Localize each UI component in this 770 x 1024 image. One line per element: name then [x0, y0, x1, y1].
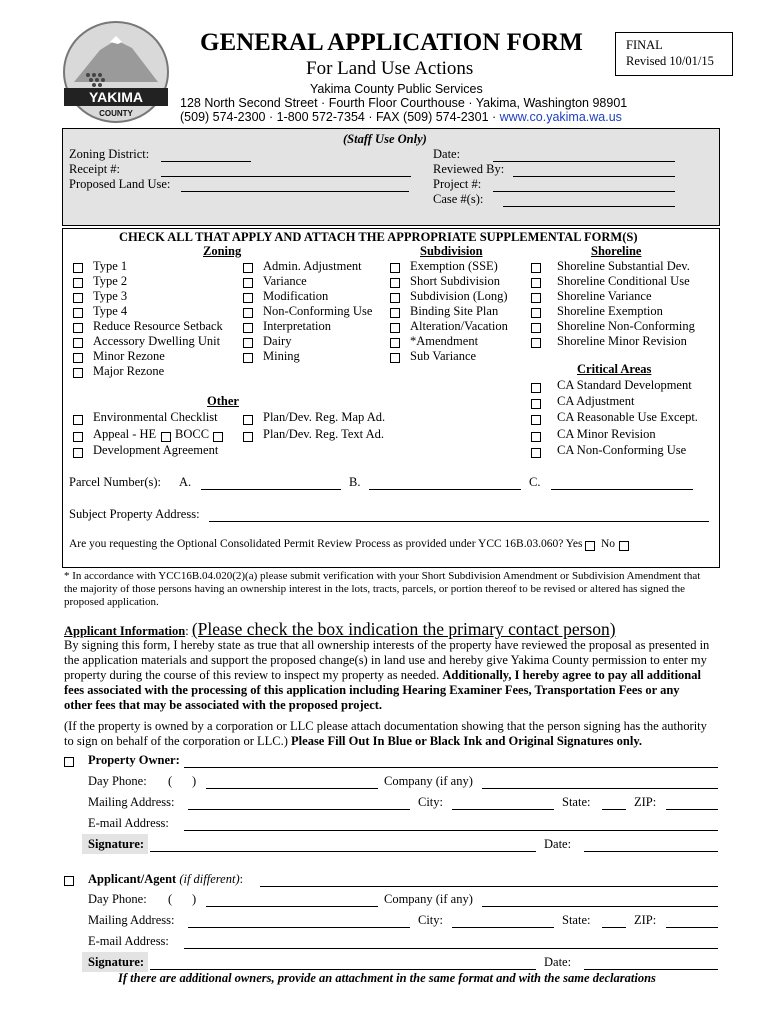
plan-text-ad-checkbox[interactable]	[243, 432, 253, 442]
dairy-checkbox[interactable]	[243, 338, 253, 348]
variance-checkbox[interactable]	[243, 278, 253, 288]
shoreline-variance-checkbox[interactable]	[531, 293, 541, 303]
shoreline-substantial-label: Shoreline Substantial Dev.	[557, 259, 690, 273]
owner-date-field[interactable]	[584, 851, 718, 852]
admin-adjustment-label: Admin. Adjustment	[263, 259, 362, 273]
revision-box	[615, 32, 733, 76]
proposed-use-label: Proposed Land Use:	[69, 177, 171, 191]
type-1-checkbox[interactable]	[73, 263, 83, 273]
zoning-district-label: Zoning District:	[69, 147, 150, 161]
receipt-label: Receipt #:	[69, 162, 121, 176]
alteration-vacation-label: Alteration/Vacation	[410, 319, 508, 333]
owner-city-label: City:	[418, 795, 444, 809]
revision-date: Revised 10/01/15	[626, 54, 714, 68]
owner-company-label: Company (if any)	[384, 774, 473, 788]
agent-signature-label: Signature:	[88, 955, 145, 969]
agent-mailing-label: Mailing Address:	[88, 913, 175, 927]
variance-label: Variance	[263, 274, 307, 288]
shoreline-exemption-checkbox[interactable]	[531, 308, 541, 318]
agent-day-phone-label: Day Phone:	[88, 892, 147, 906]
agent-company-field[interactable]	[482, 906, 718, 907]
interpretation-checkbox[interactable]	[243, 323, 253, 333]
type-4-checkbox[interactable]	[73, 308, 83, 318]
ca-adjustment-label: CA Adjustment	[557, 394, 635, 408]
case-label: Case #(s):	[433, 192, 484, 206]
agent-city-field[interactable]	[452, 927, 554, 928]
ownership-statement	[64, 638, 710, 713]
other-heading: Other	[207, 394, 239, 408]
short-subdivision-checkbox[interactable]	[390, 278, 400, 288]
applicant-agent-checkbox[interactable]	[64, 876, 74, 886]
logo-top-text: YAKIMA	[89, 89, 143, 105]
shoreline-non-conforming-checkbox[interactable]	[531, 323, 541, 333]
applicant-agent-heading	[88, 872, 243, 887]
owner-mailing-field[interactable]	[188, 809, 410, 810]
logo-bottom-text: COUNTY	[99, 109, 133, 118]
environmental-checklist-checkbox[interactable]	[73, 415, 83, 425]
shoreline-non-conforming-label: Shoreline Non-Conforming	[557, 319, 695, 333]
type-2-checkbox[interactable]	[73, 278, 83, 288]
check-all-heading: CHECK ALL THAT APPLY AND ATTACH THE APPROPRIATE SUPPLEMENTAL FORM(S)	[119, 230, 638, 244]
project-field[interactable]	[493, 191, 675, 192]
critical-areas-heading: Critical Areas	[577, 362, 652, 376]
staff-use-title: (Staff Use Only)	[343, 132, 427, 146]
additional-owners-note: If there are additional owners, provide an attachment in the same format and with the same declarations	[118, 971, 656, 985]
shoreline-minor-revision-label: Shoreline Minor Revision	[557, 334, 687, 348]
optional-process-question	[69, 538, 583, 550]
dairy-label: Dairy	[263, 334, 292, 348]
major-rezone-label: Major Rezone	[93, 364, 165, 378]
agent-mailing-field[interactable]	[188, 927, 410, 928]
shoreline-conditional-checkbox[interactable]	[531, 278, 541, 288]
long-subdivision-label: Subdivision (Long)	[410, 289, 508, 303]
parcel-numbers-label: Parcel Number(s):	[69, 475, 161, 489]
owner-city-field[interactable]	[452, 809, 554, 810]
shoreline-substantial-checkbox[interactable]	[531, 263, 541, 273]
parcel-a-field[interactable]	[201, 489, 341, 490]
modification-checkbox[interactable]	[243, 293, 253, 303]
phone-numbers: (509) 574-2300 · 1-800 572-7354 · FAX (509) 574-2301 ·	[180, 110, 500, 124]
minor-rezone-checkbox[interactable]	[73, 353, 83, 363]
no-label: No	[601, 538, 616, 550]
non-conforming-use-checkbox[interactable]	[243, 308, 253, 318]
amendment-checkbox[interactable]	[390, 338, 400, 348]
interpretation-label: Interpretation	[263, 319, 332, 333]
exemption-sse-checkbox[interactable]	[390, 263, 400, 273]
admin-adjustment-checkbox[interactable]	[243, 263, 253, 273]
staff-date-label: Date:	[433, 147, 461, 161]
agent-state-label: State:	[562, 913, 591, 927]
sub-variance-label: Sub Variance	[410, 349, 477, 363]
applicant-info-colon: :	[185, 624, 189, 638]
parcel-c-field[interactable]	[551, 489, 693, 490]
modification-label: Modification	[263, 289, 329, 303]
subject-address-field[interactable]	[209, 521, 709, 522]
ca-minor-revision-checkbox[interactable]	[531, 432, 541, 442]
corporation-statement-text: (If the property is owned by a corporation or LLC please attach documentation showing that the person signing has the authority to sign on behalf of the corporation or LLC.)	[64, 719, 707, 748]
agent-date-label: Date:	[544, 955, 572, 969]
agent-zip-label: ZIP:	[634, 913, 657, 927]
bocc-extra-checkbox[interactable]	[213, 432, 223, 442]
zoning-district-field[interactable]	[161, 161, 251, 162]
short-subdivision-label: Short Subdivision	[410, 274, 500, 288]
owner-date-label: Date:	[544, 837, 572, 851]
parcel-a-label: A.	[179, 475, 192, 489]
zoning-heading: Zoning	[203, 244, 242, 258]
sub-variance-checkbox[interactable]	[390, 353, 400, 363]
owner-zip-label: ZIP:	[634, 795, 657, 809]
agent-company-label: Company (if any)	[384, 892, 473, 906]
agent-phone-field[interactable]	[206, 906, 378, 907]
ink-instruction-text: Please Fill Out In Blue or Black Ink and Original Signatures only.	[291, 734, 643, 748]
mining-checkbox[interactable]	[243, 353, 253, 363]
agent-phone-paren-open: (	[168, 892, 173, 906]
owner-zip-field[interactable]	[666, 809, 718, 810]
type-2-label: Type 2	[93, 274, 128, 288]
ownership-statement-text: By signing this form, I hereby state as true that all ownership interests of the property have reviewed the proposal as presented in the application materials and support the proposed change(s) in land use and hereby give Yakima County permission to enter my property during the course of this review to inspect my property as needed.	[64, 638, 710, 682]
reduce-resource-setback-checkbox[interactable]	[73, 323, 83, 333]
accessory-dwelling-label: Accessory Dwelling Unit	[93, 334, 221, 348]
ca-standard-label: CA Standard Development	[557, 378, 692, 392]
plan-text-ad-label: Plan/Dev. Reg. Text Ad.	[263, 427, 384, 441]
ca-reasonable-use-checkbox[interactable]	[531, 415, 541, 425]
agent-zip-field[interactable]	[666, 927, 718, 928]
shoreline-conditional-label: Shoreline Conditional Use	[557, 274, 690, 288]
owner-signature-field[interactable]	[150, 851, 536, 852]
reviewed-by-field[interactable]	[513, 176, 675, 177]
reviewed-by-label: Reviewed By:	[433, 162, 505, 176]
plan-map-ad-checkbox[interactable]	[243, 415, 253, 425]
subdivision-heading: Subdivision	[420, 244, 483, 258]
environmental-checklist-label: Environmental Checklist	[93, 410, 218, 424]
owner-state-field[interactable]	[602, 809, 626, 810]
mining-label: Mining	[263, 349, 300, 363]
owner-phone-paren-open: (	[168, 774, 173, 788]
subject-address-label: Subject Property Address:	[69, 507, 200, 521]
applicant-agent-name-field[interactable]	[260, 886, 718, 887]
permit-type-section	[62, 228, 720, 568]
property-owner-checkbox[interactable]	[64, 757, 74, 767]
minor-rezone-label: Minor Rezone	[93, 349, 165, 363]
plan-map-ad-label: Plan/Dev. Reg. Map Ad.	[263, 410, 386, 424]
ca-non-conforming-label: CA Non-Conforming Use	[557, 443, 687, 457]
yes-label: Yes	[565, 538, 583, 550]
shoreline-heading: Shoreline	[591, 244, 642, 258]
long-subdivision-checkbox[interactable]	[390, 293, 400, 303]
ca-minor-revision-label: CA Minor Revision	[557, 427, 656, 441]
owner-company-field[interactable]	[482, 788, 718, 789]
corporation-statement	[64, 719, 710, 749]
agent-signature-field[interactable]	[150, 969, 536, 970]
shoreline-exemption-label: Shoreline Exemption	[557, 304, 663, 318]
owner-phone-paren-close: )	[192, 774, 197, 788]
owner-mailing-label: Mailing Address:	[88, 795, 175, 809]
non-conforming-use-label: Non-Conforming Use	[263, 304, 373, 318]
ca-adjustment-checkbox[interactable]	[531, 399, 541, 409]
ca-reasonable-use-label: CA Reasonable Use Except.	[557, 410, 698, 424]
bocc-label: BOCC	[175, 427, 210, 441]
applicant-info-heading	[64, 619, 616, 640]
agent-state-field[interactable]	[602, 927, 626, 928]
property-owner-name-field[interactable]	[184, 767, 718, 768]
type-4-label: Type 4	[93, 304, 128, 318]
staff-date-field[interactable]	[493, 161, 675, 162]
binding-site-plan-label: Binding Site Plan	[410, 304, 499, 318]
form-subtitle: For Land Use Actions	[306, 58, 474, 79]
alteration-vacation-checkbox[interactable]	[390, 323, 400, 333]
property-owner-heading: Property Owner:	[88, 753, 180, 767]
amendment-footnote: * In accordance with YCC16B.04.020(2)(a) please submit verification with your Short Subdivision Amendment or Subdivision Amendment that the majority of those persons having an ownership interest in the lots, tracts, parcels, or portion thereof to be revised or altered has signed the proposed application.	[64, 570, 701, 608]
accessory-dwelling-checkbox[interactable]	[73, 338, 83, 348]
form-title: GENERAL APPLICATION FORM	[200, 29, 583, 56]
parcel-c-label: C.	[529, 475, 541, 489]
bocc-checkbox[interactable]	[161, 432, 171, 442]
department-phones	[180, 110, 622, 124]
primary-contact-instruction: (Please check the box indication the primary contact person)	[191, 619, 616, 639]
project-label: Project #:	[433, 177, 482, 191]
staff-use-section	[62, 128, 720, 226]
ca-standard-checkbox[interactable]	[531, 383, 541, 393]
owner-phone-field[interactable]	[206, 788, 378, 789]
fees-agreement-text: Additionally, I hereby agree to pay all additional fees associated with the processing of this application including Hearing Examiner Fees, Transportation Fees or any other fees that may be associated with the proposed project.	[64, 668, 701, 712]
amendment-label: *Amendment	[410, 334, 479, 348]
case-field[interactable]	[503, 206, 675, 207]
receipt-field[interactable]	[161, 176, 411, 177]
development-agreement-checkbox[interactable]	[73, 448, 83, 458]
appeal-he-checkbox[interactable]	[73, 432, 83, 442]
ca-non-conforming-checkbox[interactable]	[531, 448, 541, 458]
agent-date-field[interactable]	[584, 969, 718, 970]
type-1-label: Type 1	[93, 259, 128, 273]
optional-process-text: Are you requesting the Optional Consolidated Permit Review Process as provided under YCC 16B.03.060?	[69, 538, 564, 550]
reduce-resource-setback-label: Reduce Resource Setback	[93, 319, 223, 333]
binding-site-plan-checkbox[interactable]	[390, 308, 400, 318]
shoreline-variance-label: Shoreline Variance	[557, 289, 652, 303]
owner-email-label: E-mail Address:	[88, 816, 169, 830]
agent-email-field[interactable]	[184, 948, 718, 949]
proposed-use-field[interactable]	[181, 191, 409, 192]
applicant-info-label: Applicant Information	[64, 624, 186, 638]
parcel-b-field[interactable]	[369, 489, 521, 490]
owner-state-label: State:	[562, 795, 591, 809]
department-address: 128 North Second Street · Fourth Floor Courthouse · Yakima, Washington 98901	[180, 96, 628, 110]
revision-final: FINAL	[626, 38, 663, 52]
owner-day-phone-label: Day Phone:	[88, 774, 147, 788]
applicant-agent-colon: :	[239, 872, 244, 886]
website-link[interactable]: www.co.yakima.wa.us	[499, 110, 622, 124]
type-3-checkbox[interactable]	[73, 293, 83, 303]
development-agreement-label: Development Agreement	[93, 443, 219, 457]
county-logo	[60, 20, 172, 124]
agent-phone-paren-close: )	[192, 892, 197, 906]
exemption-sse-label: Exemption (SSE)	[410, 259, 498, 273]
appeal-he-label: Appeal - HE	[93, 427, 157, 441]
optional-yes-checkbox[interactable]	[585, 541, 595, 551]
applicant-agent-title: Applicant/Agent	[88, 872, 177, 886]
shoreline-minor-revision-checkbox[interactable]	[531, 338, 541, 348]
agent-email-label: E-mail Address:	[88, 934, 169, 948]
owner-email-field[interactable]	[184, 830, 718, 831]
optional-no-checkbox[interactable]	[619, 541, 629, 551]
type-3-label: Type 3	[93, 289, 128, 303]
major-rezone-checkbox[interactable]	[73, 368, 83, 378]
agent-city-label: City:	[418, 913, 444, 927]
parcel-b-label: B.	[349, 475, 361, 489]
department-name: Yakima County Public Services	[310, 82, 483, 96]
owner-signature-label: Signature:	[88, 837, 145, 851]
applicant-agent-note: (if different)	[179, 872, 240, 886]
